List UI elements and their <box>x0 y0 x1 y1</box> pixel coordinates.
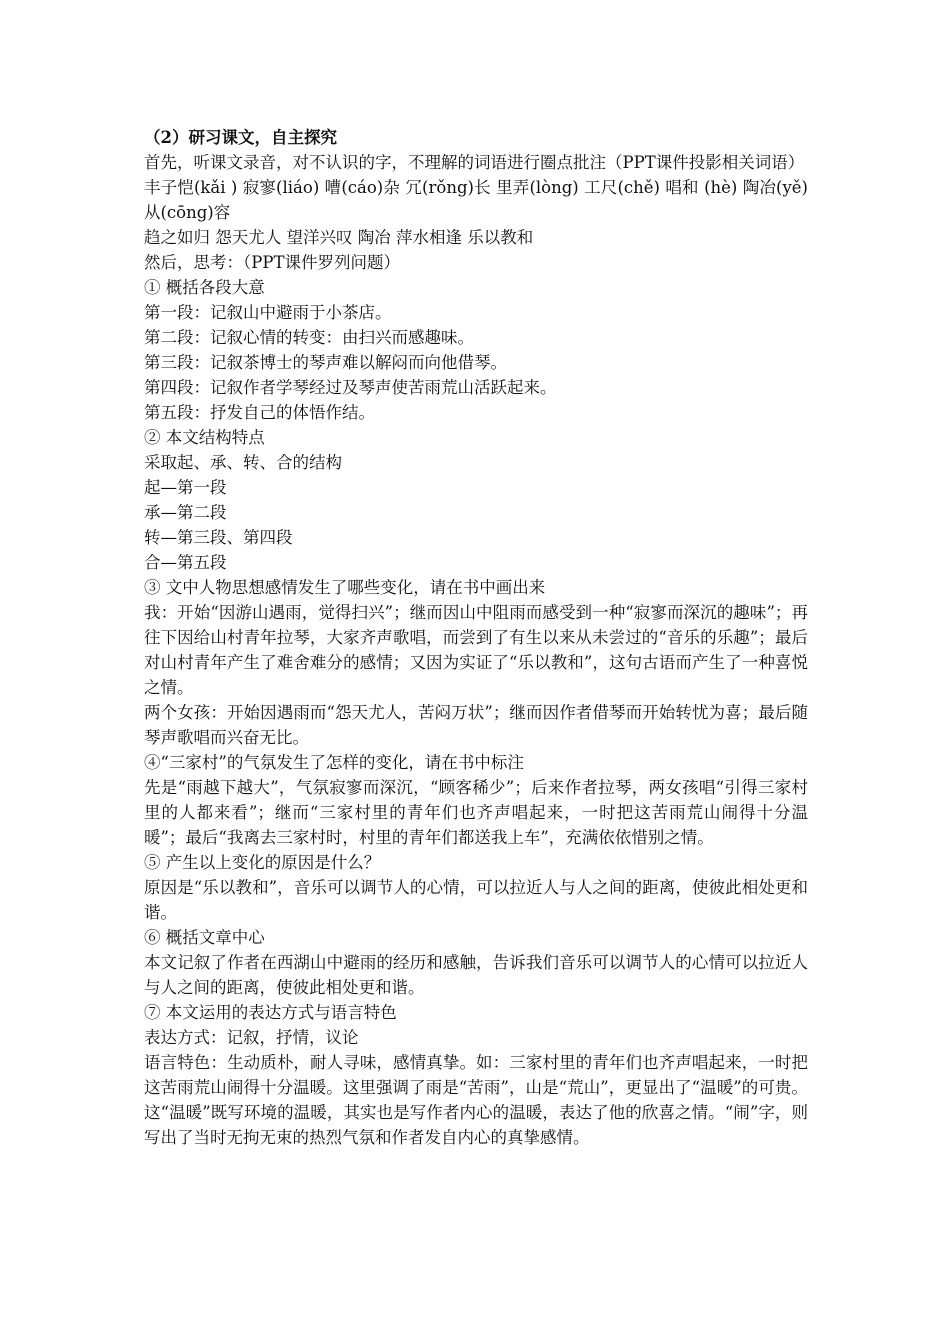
paragraph-atmosphere: 先是“雨越下越大”，气氛寂寥而深沉，“顾客稀少”；后来作者拉琴，两女孩唱“引得三家村里的人都来看”；继而“三家村里的青年们也齐声唱起来，一时把这苦雨荒山闹得十分温暖”；最后“我离去三家村时，村里的青年们都送我上车”，充满依依惜别之情。 <box>144 778 808 847</box>
paragraph-section-2: 第二段：记叙心情的转变：由扫兴而感趣味。 <box>144 328 474 347</box>
paragraph-he: 合—第五段 <box>144 553 227 572</box>
paragraph-qi: 起—第一段 <box>144 478 227 497</box>
question-4: ④“三家村”的气氛发生了怎样的变化，请在书中标注 <box>144 753 524 772</box>
document-body <box>144 125 808 1150</box>
paragraph-intro: 首先，听课文录音，对不认识的字，不理解的词语进行圈点批注（PPT课件投影相关词语） <box>144 153 805 172</box>
section-title: （2）研习课文，自主探究 <box>144 128 337 147</box>
paragraph-author-feelings: 我：开始“因游山遇雨，觉得扫兴”；继而因山中阻雨而感受到一种“寂寥而深沉的趣味”；再往下因给山村青年拉琴，大家齐声歌唱，而尝到了有生以来从未尝过的“音乐的乐趣”；最后对山村青年产生了难舍难分的感情；又因为实证了“乐以教和”，这句古语而产生了一种喜悦之情。 <box>144 603 808 697</box>
question-1: ① 概括各段大意 <box>144 278 265 297</box>
paragraph-section-1: 第一段：记叙山中避雨于小茶店。 <box>144 303 392 322</box>
question-6: ⑥ 概括文章中心 <box>144 928 265 947</box>
question-5: ⑤ 产生以上变化的原因是什么？ <box>144 853 381 872</box>
paragraph-idioms: 趋之如归 怨天尤人 望洋兴叹 陶冶 萍水相逢 乐以教和 <box>144 228 534 247</box>
paragraph-language-style: 语言特色：生动质朴，耐人寻味，感情真挚。如：三家村里的青年们也齐声唱起来，一时把这苦雨荒山闹得十分温暖。这里强调了雨是“苦雨”，山是“荒山”，更显出了“温暖”的可贵。这“温暖”既写环境的温暖，其实也是写作者内心的温暖，表达了他的欣喜之情。“闹”字，则写出了当时无拘无束的热烈气氛和作者发自内心的真挚感情。 <box>144 1053 808 1147</box>
question-2: ② 本文结构特点 <box>144 428 265 447</box>
question-7: ⑦ 本文运用的表达方式与语言特色 <box>144 1003 397 1022</box>
paragraph-think: 然后，思考：（PPT课件罗列问题） <box>144 253 400 272</box>
paragraph-central-idea: 本文记叙了作者在西湖山中避雨的经历和感触，告诉我们音乐可以调节人的心情可以拉近人与人之间的距离，使彼此相处更和谐。 <box>144 953 808 997</box>
paragraph-reason: 原因是“乐以教和”，音乐可以调节人的心情，可以拉近人与人之间的距离，使彼此相处更和谐。 <box>144 878 808 922</box>
paragraph-cheng: 承—第二段 <box>144 503 227 522</box>
paragraph-zhuan: 转—第三段、第四段 <box>144 528 293 547</box>
paragraph-structure: 采取起、承、转、合的结构 <box>144 453 342 472</box>
paragraph-section-5: 第五段：抒发自己的体悟作结。 <box>144 403 375 422</box>
paragraph-vocabulary: 丰子恺(kǎi ) 寂寥(liáo) 嘈(cáo)杂 冗(rǒng)长 里弄(lòng) 工尺(chě) 唱和 (hè) 陶冶(yě) 从(cōng)容 <box>144 178 808 222</box>
paragraph-girls-feelings: 两个女孩：开始因遇雨而“怨天尤人，苦闷万状”；继而因作者借琴而开始转忧为喜；最后随琴声歌唱而兴奋无比。 <box>144 703 808 747</box>
paragraph-expression: 表达方式：记叙，抒情，议论 <box>144 1028 359 1047</box>
paragraph-section-4: 第四段：记叙作者学琴经过及琴声使苦雨荒山活跃起来。 <box>144 378 557 397</box>
question-3: ③ 文中人物思想感情发生了哪些变化，请在书中画出来 <box>144 578 546 597</box>
paragraph-section-3: 第三段：记叙茶博士的琴声难以解闷而向他借琴。 <box>144 353 507 372</box>
